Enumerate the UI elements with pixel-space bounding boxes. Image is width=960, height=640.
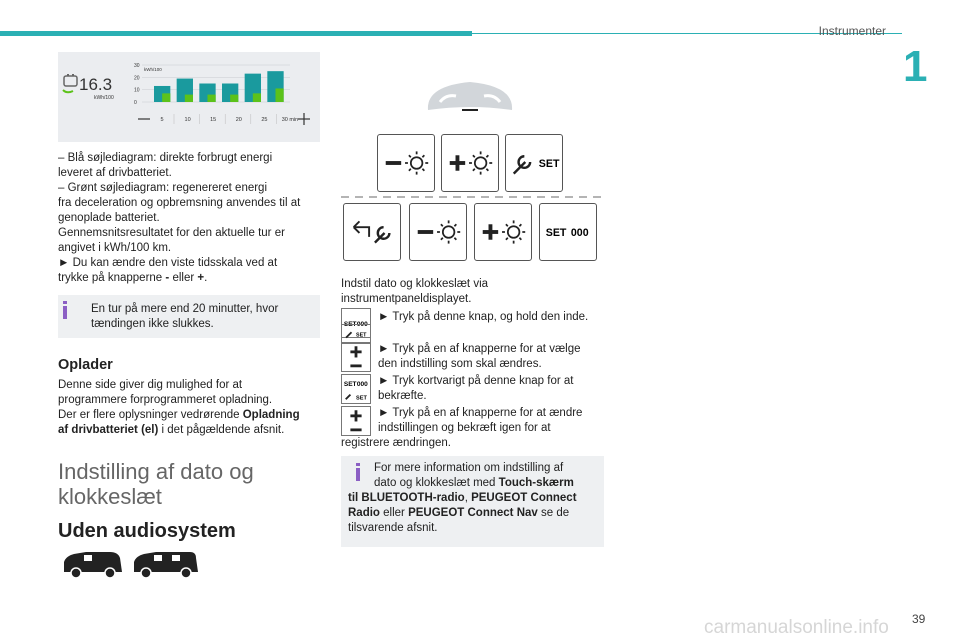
- text-line: ► Tryk på en af knapperne for at ændre: [378, 407, 583, 419]
- y-tick-label: 20: [134, 75, 140, 82]
- set-000-mini-icon: [341, 374, 371, 404]
- battery-icon: [63, 74, 77, 92]
- van-icons: [62, 548, 202, 580]
- plus-minus-mini-icon: [341, 342, 371, 372]
- text-line: Denne side giver dig mulighed for at: [58, 379, 243, 391]
- text-line: tilsvarende afsnit.: [348, 522, 438, 534]
- set-label: SET: [545, 226, 567, 239]
- brightness-icon: [502, 220, 525, 243]
- heading-datetime: [58, 459, 254, 509]
- wrench-set-button[interactable]: [505, 134, 563, 192]
- zero-label: 000: [570, 226, 589, 239]
- back-wrench-button[interactable]: [343, 203, 401, 261]
- info-icon: [355, 463, 361, 481]
- text-line: leveret af drivbatteriet.: [58, 167, 172, 179]
- brightness-icon: [469, 151, 492, 174]
- brightness-icon: [437, 220, 460, 243]
- brightness-minus-button[interactable]: [377, 134, 435, 192]
- header-bar: [0, 31, 472, 36]
- x-tick-label: 15: [210, 117, 217, 123]
- text-span: eller: [172, 272, 198, 284]
- text-line: ► Tryk på en af knapperne for at vælge: [378, 343, 581, 355]
- minus-key: -: [165, 272, 173, 284]
- bold-ref: til BLUETOOTH-radio: [348, 492, 465, 504]
- value-plus-button[interactable]: [474, 203, 532, 261]
- set-label: SET: [343, 381, 357, 389]
- plus-key: +: [197, 272, 205, 284]
- page-number: 39: [912, 612, 926, 626]
- text-line: instrumentpaneldisplayet.: [341, 293, 472, 305]
- text-line: [58, 408, 328, 423]
- heading-oplader: Oplader: [58, 357, 113, 373]
- text-line: Indstil dato og klokkeslæt via: [341, 278, 489, 290]
- text-line: [374, 476, 599, 491]
- info-box-touchscreen: [341, 456, 604, 547]
- info-icon: [62, 301, 68, 319]
- text-line: ► Tryk på denne knap, og hold den inde.: [378, 311, 589, 323]
- text-line: [348, 491, 601, 506]
- wrench-icon: [514, 156, 530, 173]
- text-line: For mere information om indstilling af: [374, 462, 564, 474]
- watermark: carmanualsonline.info: [704, 617, 889, 638]
- brightness-icon: [405, 151, 428, 174]
- instrument-cluster-icon: [420, 76, 520, 116]
- text-line: [348, 506, 601, 521]
- bold-ref: af drivbatteriet (el): [58, 424, 159, 436]
- wrench-set-mini-icon: [341, 324, 371, 344]
- text-span: trykke på knapperne: [58, 272, 166, 284]
- value-minus-button[interactable]: [409, 203, 467, 261]
- y-tick-label: 10: [134, 87, 140, 94]
- readout-value: 16.3: [79, 75, 113, 94]
- set-label: SET: [538, 157, 560, 170]
- bold-ref: PEUGEOT Connect: [471, 492, 577, 504]
- set-label: SET: [343, 320, 357, 328]
- chart-description: [58, 151, 328, 286]
- text-line: indstillingen og bekræft igen for at: [378, 422, 551, 434]
- text-line: den indstilling som skal ændres.: [378, 358, 542, 370]
- heading-line: Indstilling af dato og: [58, 459, 254, 484]
- set-000-button[interactable]: [539, 203, 597, 261]
- heading-line: klokkeslæt: [58, 484, 162, 509]
- plus-icon: [298, 113, 310, 125]
- regeneration-bar: [207, 95, 215, 102]
- back-arrow-icon: [354, 221, 369, 236]
- text-span: se de: [537, 507, 570, 519]
- step-4-cont: [341, 436, 607, 451]
- text-line: [58, 271, 328, 286]
- regeneration-bar: [275, 88, 283, 102]
- x-tick-label: 20: [235, 117, 242, 123]
- text-line: Gennemsnitsresultatet for den aktuelle tur er: [58, 227, 285, 239]
- y-tick-label: 30: [134, 63, 140, 69]
- text-span: i det pågældende afsnit.: [158, 424, 285, 436]
- text-line: tændingen ikke slukkes.: [91, 318, 214, 330]
- bold-ref: Touch-skærm: [498, 477, 574, 489]
- set-label: SET: [356, 395, 367, 402]
- y-tick-label: 0: [134, 100, 137, 106]
- wrench-set-mini: [341, 324, 607, 344]
- regeneration-bar: [230, 95, 238, 102]
- text-span: eller: [379, 507, 409, 519]
- bold-ref: PEUGEOT Connect Nav: [408, 507, 538, 519]
- text-span: ,: [464, 492, 472, 504]
- dashed-divider: [341, 195, 607, 199]
- regeneration-bar: [162, 93, 170, 102]
- bold-ref: Opladning: [242, 409, 300, 421]
- text-line: En tur på mere end 20 minutter, hvor: [91, 303, 279, 315]
- bold-ref: Radio: [348, 507, 380, 519]
- oplader-text: [58, 378, 328, 438]
- text-span: Der er flere oplysninger vedrørende: [58, 409, 243, 421]
- y-unit: kWh/100: [144, 67, 162, 72]
- plus-minus-mini-icon: [341, 406, 371, 436]
- text-line: bekræfte.: [378, 390, 427, 402]
- x-tick-label: 5: [160, 117, 164, 123]
- consumption-chart-panel: [58, 52, 320, 142]
- van-icon: [64, 552, 122, 578]
- text-line: [58, 423, 328, 438]
- section-name: Instrumenter: [818, 24, 886, 38]
- info-box-trip: [58, 295, 320, 338]
- text-span: .: [204, 272, 208, 284]
- x-tick-label: 25: [261, 117, 268, 123]
- heading-no-audio: Uden audiosystem: [58, 520, 236, 542]
- zero-label: 000: [356, 320, 368, 328]
- brightness-plus-button[interactable]: [441, 134, 499, 192]
- intro-text: [341, 277, 607, 307]
- text-line: ► Tryk kortvarigt på denne knap for at: [378, 375, 574, 387]
- readout-unit: kWh/100: [94, 95, 114, 101]
- text-line: registrere ændringen.: [341, 437, 451, 449]
- set-label: SET: [356, 332, 367, 339]
- wrench-icon: [375, 227, 389, 242]
- zero-label: 000: [356, 381, 368, 389]
- text-line: genoplade batteriet.: [58, 212, 160, 224]
- text-line: – Grønt søjlediagram: regenereret energi: [58, 182, 268, 194]
- regeneration-bar: [253, 93, 261, 102]
- text-span: dato og klokkeslæt med: [374, 477, 499, 489]
- chapter-number: 1: [903, 42, 928, 91]
- text-line: – Blå søjlediagram: direkte forbrugt energi: [58, 152, 273, 164]
- text-line: programmere forprogrammeret opladning.: [58, 394, 273, 406]
- text-line: fra deceleration og opbremsning anvendes til at: [58, 197, 301, 209]
- consumption-chart: [58, 52, 320, 142]
- regeneration-bar: [185, 95, 193, 102]
- x-tick-label: 10: [184, 117, 191, 123]
- van-icon: [134, 552, 198, 578]
- x-tick-label: 30 min: [281, 117, 299, 123]
- text-line: angivet i kWh/100 km.: [58, 242, 172, 254]
- text-line: ► Du kan ændre den viste tidsskala ved at: [58, 257, 278, 269]
